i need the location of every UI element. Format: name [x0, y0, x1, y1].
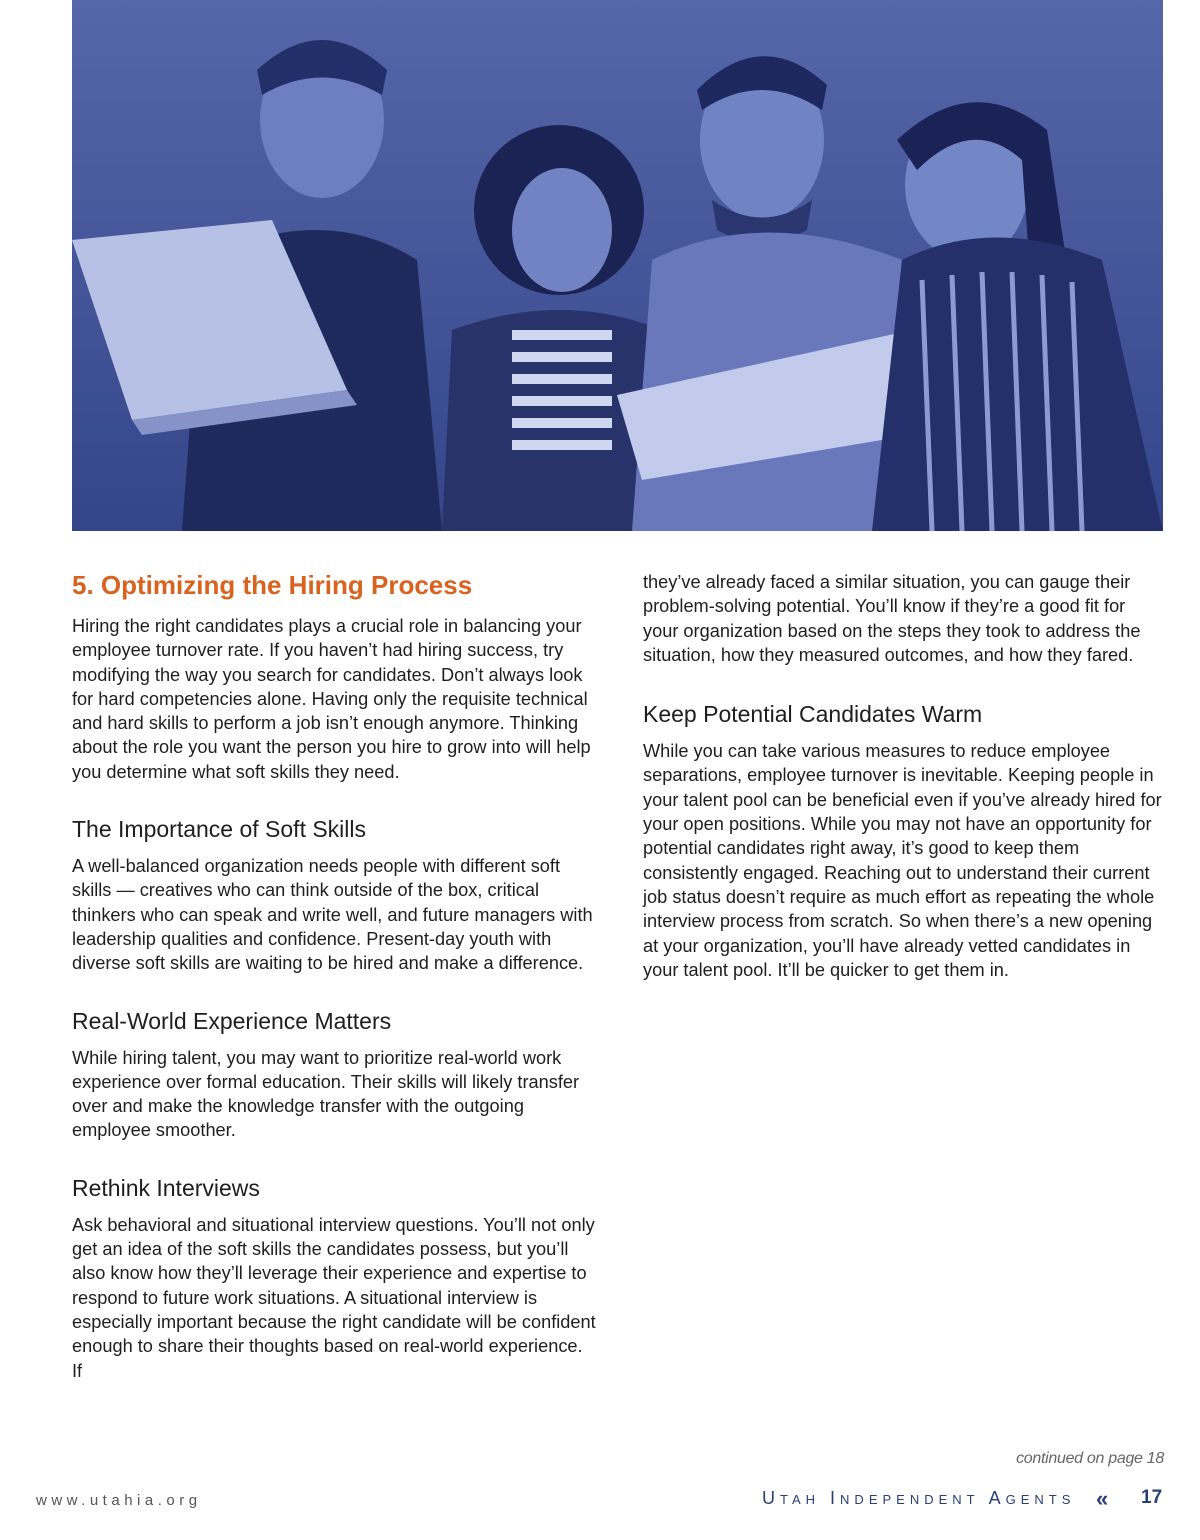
soft-skills-paragraph: A well-balanced organization needs people with different soft skills — creatives who can think outside of the box, critical thinkers who can speak and write well, and future managers with leadership qualities and confidence. Present-day youth with diverse soft skills are waiting to be hired and make a difference. — [72, 856, 593, 974]
warm-candidates-heading: Keep Potential Candidates Warm — [643, 701, 983, 728]
chevron-left-icon: « — [1096, 1486, 1109, 1511]
footer-url[interactable]: www.utahia.org — [36, 1492, 202, 1509]
continued-note: continued on page 18 — [1016, 1450, 1164, 1467]
section-title: 5. Optimizing the Hiring Process — [72, 570, 473, 600]
right-column — [643, 570, 1165, 982]
interviews-paragraph: Ask behavioral and situational interview questions. You’ll not only get an idea of the soft skills the candidates possess, but you’ll also know how they’ll leverage their experience and expertise to respond to future work situations. A situational interview is especially important because the right candidate will be confident enough to share their thoughts based on real-world experience. If — [72, 1214, 596, 1381]
hero-photo — [72, 0, 1163, 531]
left-column — [72, 566, 597, 1383]
experience-heading: Real-World Experience Matters — [72, 1007, 392, 1034]
interviews-continued-paragraph: they’ve already faced a similar situation, you can gauge their problem-solving potential. You’ll know if they’re a good fit for your organization based on the steps they took to address the situation, how they measured outcomes, and how they fared. — [643, 572, 1141, 665]
experience-paragraph: While hiring talent, you may want to prioritize real-world work experience over formal education. Their skills will likely transfer over and make the knowledge transfer with the outgoing employee smoother. — [72, 1047, 580, 1141]
hero-illustration — [72, 0, 1163, 531]
interviews-heading: Rethink Interviews — [72, 1174, 260, 1201]
footer-brand: Utah Independent Agents — [762, 1488, 1076, 1508]
soft-skills-heading: The Importance of Soft Skills — [72, 816, 367, 843]
intro-paragraph: Hiring the right candidates plays a crucial role in balancing your employee turnover rate. If you haven’t had hiring success, try modifying the way you search for candidates. Don’t always look for hard competencies alone. Having only the requisite technical and hard skills to perform a job isn’t enough anymore. Thinking about the role you want the person you hire to grow into will help you determine what soft skills they need. — [72, 616, 591, 782]
page-number: 17 — [1141, 1487, 1163, 1508]
warm-candidates-paragraph: While you can take various measures to reduce employee separations, employee turnover is inevitable. Keeping people in your talent pool can be beneficial even if you’ve already hired for your open positions. While you may not have an opportunity for potential candidates right away, it’s good to keep them consistently engaged. Reaching out to understand their current job status doesn’t require as much effort as repeating the whole interview process from scratch. So when there’s a new opening at your organization, you’ll have already vetted candidates in your talent pool. It’ll be quicker to get them in. — [643, 741, 1162, 980]
